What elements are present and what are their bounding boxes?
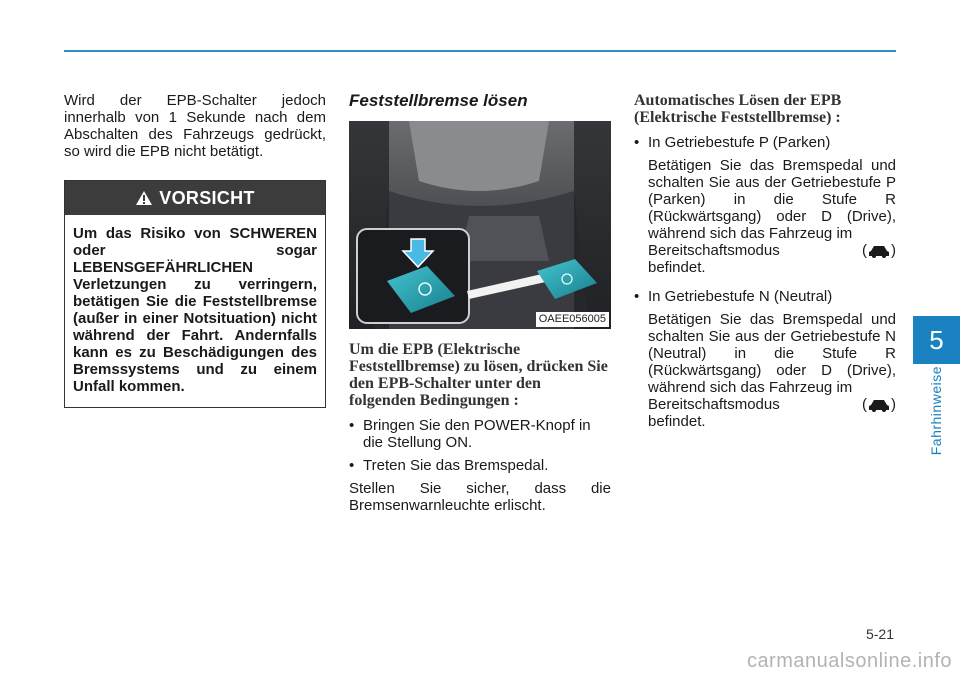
section-title: Feststellbremse lösen	[349, 91, 528, 110]
chapter-name-text: Fahrhinweise	[928, 366, 944, 456]
watermark: carmanualsonline.info	[746, 650, 952, 672]
list-item: • Bringen Sie den POWER-Knopf in die Stellung ON.	[349, 417, 611, 451]
mode-icon-wrap	[862, 396, 896, 413]
caution-text: Um das Risiko von SCHWEREN oder sogar LEBENSGEFÄHRLICHEN Verletzungen zu verringern, betätigen Sie die Feststellbremse (außer in einer Notsituation) nicht während der Fahrt. Andernfalls kann es zu Beschädigungen des Bremssystems und zu einem Unfall kommen.	[73, 225, 317, 395]
auto-release-list-2	[634, 288, 896, 305]
detail-end: befindet.	[648, 259, 706, 276]
warning-triangle-icon	[135, 190, 153, 206]
auto-release-list	[634, 134, 896, 151]
paren-close: )	[891, 396, 896, 413]
ready-car-icon	[867, 244, 891, 258]
auto-release-detail-n	[634, 311, 896, 430]
closing-paragraph: Stellen Sie sicher, dass die Bremsenwarnleuchte erlischt.	[349, 480, 611, 514]
release-conditions-list	[349, 417, 611, 474]
mode-icon-wrap	[862, 242, 896, 259]
column-1	[64, 92, 326, 408]
paren-open: (	[862, 242, 867, 259]
caution-title: VORSICHT	[159, 187, 255, 208]
console-illustration	[349, 121, 611, 329]
top-rule	[64, 50, 896, 52]
epb-switch-photo	[349, 121, 611, 329]
detail-end: befindet.	[648, 413, 706, 430]
ready-car-icon	[867, 398, 891, 412]
chapter-tab[interactable]: 5	[913, 316, 960, 364]
mode-label: Bereitschaftsmodus	[648, 396, 780, 413]
mode-line	[648, 396, 896, 413]
column-3	[634, 92, 896, 442]
mode-label: Bereitschaftsmodus	[648, 242, 780, 259]
detail-text: Betätigen Sie das Bremspedal und schalten Sie aus der Getriebestufe P (Parken) in die Stufe R (Rückwärtsgang) oder D (Drive), während sich das Fahrzeug im	[648, 157, 896, 242]
list-item: • Treten Sie das Bremspedal.	[349, 457, 611, 474]
intro-paragraph: Wird der EPB-Schalter jedoch innerhalb von 1 Sekunde nach dem Abschalten des Fahrzeugs gedrückt, so wird die EPB nicht betätigt.	[64, 92, 326, 160]
paren-close: )	[891, 242, 896, 259]
chapter-name	[912, 368, 960, 454]
mode-line	[648, 242, 896, 259]
column-2	[349, 92, 611, 514]
list-item: • In Getriebestufe N (Neutral)	[634, 288, 896, 305]
image-code: OAEE056005	[536, 312, 609, 327]
detail-text: Betätigen Sie das Bremspedal und schalten Sie aus der Getriebestufe N (Neutral) in die Stufe R (Rückwärtsgang) oder D (Drive), während sich das Fahrzeug im	[648, 311, 896, 396]
auto-release-detail-p	[634, 157, 896, 276]
list-item: • In Getriebestufe P (Parken)	[634, 134, 896, 151]
auto-release-subhead: Automatisches Lösen der EPB (Elektrische Feststellbremse) :	[634, 92, 842, 126]
caution-box	[64, 180, 326, 408]
page-number: 5-21	[865, 626, 894, 642]
caution-header	[65, 181, 325, 215]
release-subhead: Um die EPB (Elektrische Feststellbremse) zu lösen, drücken Sie den EPB-Schalter unter den folgenden Bedingungen :	[349, 341, 608, 409]
paren-open: (	[862, 396, 867, 413]
